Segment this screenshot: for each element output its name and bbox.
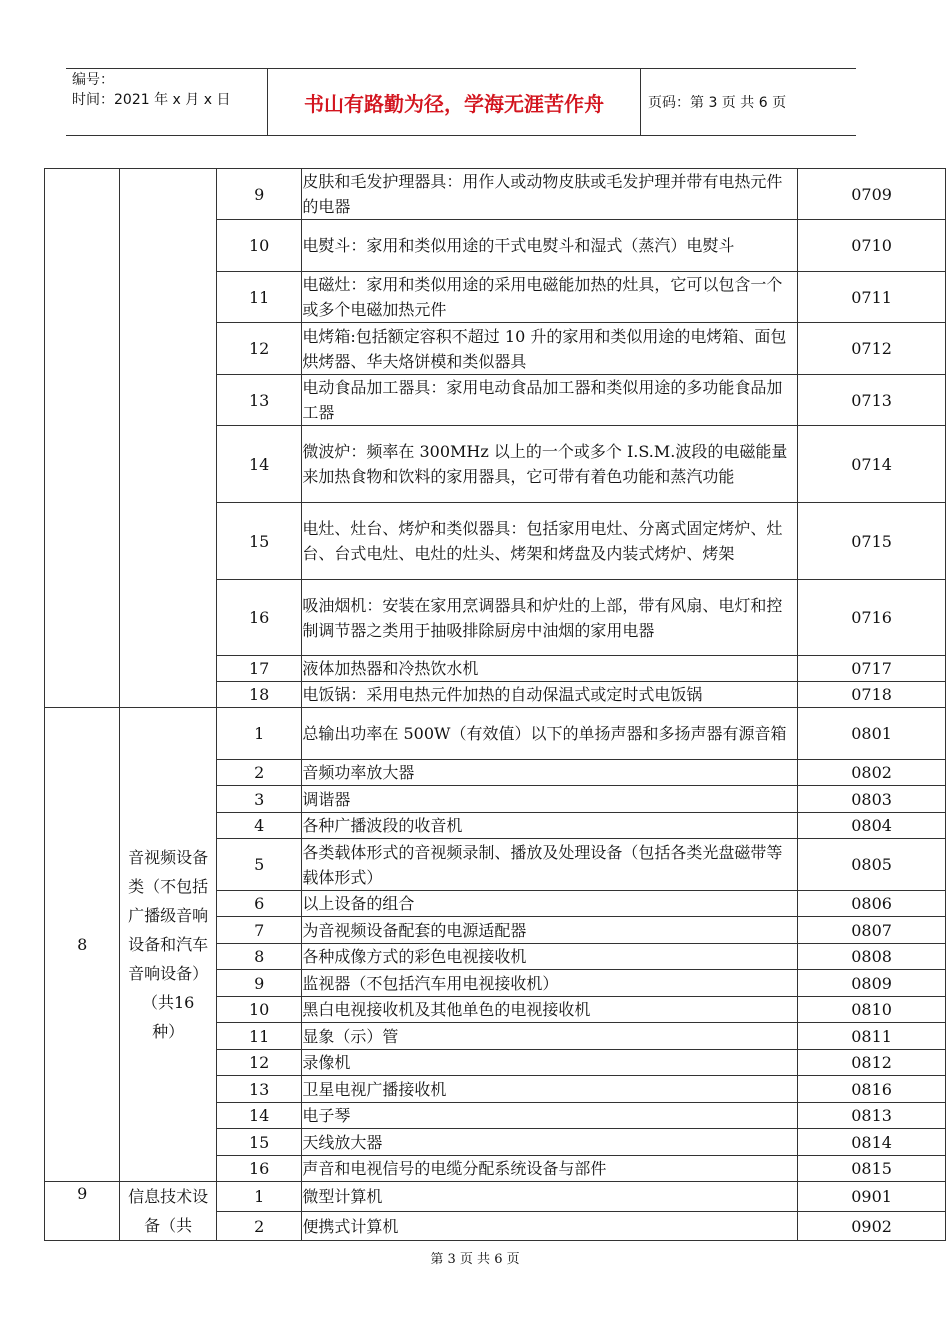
item-description: 黑白电视接收机及其他单色的电视接收机 bbox=[302, 997, 798, 1023]
item-code: 0810 bbox=[798, 997, 946, 1023]
item-description: 调谐器 bbox=[302, 786, 798, 813]
doc-number-label: 编号： bbox=[72, 72, 114, 88]
item-description: 音频功率放大器 bbox=[302, 760, 798, 786]
item-description: 电烤箱:包括额定容积不超过 10 升的家用和类似用途的电烤箱、面包烘烤器、华夫烙饼模和类似器具 bbox=[302, 323, 798, 375]
item-description: 显象（示）管 bbox=[302, 1023, 798, 1050]
header-divider-right bbox=[640, 68, 641, 136]
item-description: 电磁灶：家用和类似用途的采用电磁能加热的灶具，它可以包含一个或多个电磁加热元件 bbox=[302, 272, 798, 323]
item-number: 9 bbox=[216, 169, 301, 220]
item-number: 10 bbox=[216, 997, 301, 1023]
item-number: 11 bbox=[216, 272, 301, 323]
cat9-label-cell bbox=[120, 1182, 217, 1241]
header-motto: 书山有路勤为径，学海无涯苦作舟 bbox=[304, 92, 604, 116]
item-number: 1 bbox=[216, 708, 301, 760]
item-code: 0712 bbox=[798, 323, 946, 375]
item-number: 8 bbox=[216, 944, 301, 970]
table-row bbox=[45, 708, 946, 760]
item-description: 便携式计算机 bbox=[302, 1212, 798, 1241]
item-number: 2 bbox=[216, 760, 301, 786]
item-number: 11 bbox=[216, 1023, 301, 1050]
item-code: 0808 bbox=[798, 944, 946, 970]
item-code: 0807 bbox=[798, 917, 946, 944]
item-description: 录像机 bbox=[302, 1050, 798, 1076]
item-number: 3 bbox=[216, 786, 301, 813]
item-code: 0812 bbox=[798, 1050, 946, 1076]
header-meta bbox=[72, 70, 230, 110]
item-number: 16 bbox=[216, 1156, 301, 1182]
item-description: 电灶、灶台、烤炉和类似器具：包括家用电灶、分离式固定烤炉、灶台、台式电灶、电灶的灶头、烤架和烤盘及内装式烤炉、烤架 bbox=[302, 503, 798, 580]
cat7-number-cell bbox=[45, 169, 120, 708]
item-description: 微型计算机 bbox=[302, 1182, 798, 1212]
item-number: 10 bbox=[216, 220, 301, 272]
item-number: 1 bbox=[216, 1182, 301, 1212]
item-code: 0710 bbox=[798, 220, 946, 272]
item-description: 各种广播波段的收音机 bbox=[302, 813, 798, 839]
item-code: 0806 bbox=[798, 891, 946, 917]
item-code: 0901 bbox=[798, 1182, 946, 1212]
item-code: 0902 bbox=[798, 1212, 946, 1241]
item-number: 16 bbox=[216, 580, 301, 656]
item-code: 0718 bbox=[798, 682, 946, 708]
item-code: 0713 bbox=[798, 375, 946, 426]
page-footer: 第 3 页 共 6 页 bbox=[430, 1252, 520, 1267]
item-code: 0804 bbox=[798, 813, 946, 839]
item-description: 天线放大器 bbox=[302, 1129, 798, 1156]
item-number: 2 bbox=[216, 1212, 301, 1241]
item-code: 0716 bbox=[798, 580, 946, 656]
item-description: 卫星电视广播接收机 bbox=[302, 1076, 798, 1103]
item-description: 吸油烟机：安装在家用烹调器具和炉灶的上部，带有风扇、电灯和控制调节器之类用于抽吸排除厨房中油烟的家用电器 bbox=[302, 580, 798, 656]
cat8-label: 音视频设备类（不包括广播级音响设备和汽车音响设备）（共16 种） bbox=[128, 848, 209, 1041]
item-description: 电熨斗：家用和类似用途的干式电熨斗和湿式（蒸汽）电熨斗 bbox=[302, 220, 798, 272]
item-number: 9 bbox=[216, 970, 301, 997]
item-code: 0802 bbox=[798, 760, 946, 786]
cat8-number: 8 bbox=[45, 708, 120, 1182]
item-number: 12 bbox=[216, 1050, 301, 1076]
cat9-number: 9 bbox=[45, 1182, 120, 1241]
item-number: 14 bbox=[216, 426, 301, 503]
item-description: 各种成像方式的彩色电视接收机 bbox=[302, 944, 798, 970]
item-code: 0714 bbox=[798, 426, 946, 503]
item-code: 0815 bbox=[798, 1156, 946, 1182]
item-number: 14 bbox=[216, 1103, 301, 1129]
table-row bbox=[45, 1182, 946, 1212]
item-number: 17 bbox=[216, 656, 301, 682]
cat8-label-cell bbox=[120, 708, 217, 1182]
item-code: 0811 bbox=[798, 1023, 946, 1050]
item-code: 0717 bbox=[798, 656, 946, 682]
item-description: 皮肤和毛发护理器具：用作人或动物皮肤或毛发护理并带有电热元件的电器 bbox=[302, 169, 798, 220]
item-code: 0814 bbox=[798, 1129, 946, 1156]
item-description: 为音视频设备配套的电源适配器 bbox=[302, 917, 798, 944]
item-code: 0803 bbox=[798, 786, 946, 813]
header-bottom-rule bbox=[66, 135, 856, 136]
item-number: 4 bbox=[216, 813, 301, 839]
item-description: 电饭锅：采用电热元件加热的自动保温式或定时式电饭锅 bbox=[302, 682, 798, 708]
item-number: 6 bbox=[216, 891, 301, 917]
item-code: 0715 bbox=[798, 503, 946, 580]
header-top-rule bbox=[66, 68, 856, 69]
item-number: 12 bbox=[216, 323, 301, 375]
product-catalog-table bbox=[44, 168, 946, 1241]
item-code: 0816 bbox=[798, 1076, 946, 1103]
item-number: 15 bbox=[216, 1129, 301, 1156]
item-description: 声音和电视信号的电缆分配系统设备与部件 bbox=[302, 1156, 798, 1182]
item-code: 0711 bbox=[798, 272, 946, 323]
doc-time-label: 时间：2021 年 x 月 x 日 bbox=[72, 92, 231, 108]
item-description: 电子琴 bbox=[302, 1103, 798, 1129]
item-description: 总输出功率在 500W（有效值）以下的单扬声器和多扬声器有源音箱 bbox=[302, 708, 798, 760]
item-description: 各类载体形式的音视频录制、播放及处理设备（包括各类光盘磁带等载体形式） bbox=[302, 839, 798, 891]
item-description: 监视器（不包括汽车用电视接收机） bbox=[302, 970, 798, 997]
item-description: 电动食品加工器具：家用电动食品加工器和类似用途的多功能食品加工器 bbox=[302, 375, 798, 426]
item-number: 15 bbox=[216, 503, 301, 580]
item-number: 7 bbox=[216, 917, 301, 944]
item-description: 微波炉：频率在 300MHz 以上的一个或多个 I.S.M.波段的电磁能量来加热食物和饮料的家用器具，它可带有着色功能和蒸汽功能 bbox=[302, 426, 798, 503]
item-description: 液体加热器和冷热饮水机 bbox=[302, 656, 798, 682]
item-number: 13 bbox=[216, 1076, 301, 1103]
table-row bbox=[45, 169, 946, 220]
item-number: 18 bbox=[216, 682, 301, 708]
item-number: 13 bbox=[216, 375, 301, 426]
item-code: 0805 bbox=[798, 839, 946, 891]
cat7-label-cell bbox=[120, 169, 217, 708]
item-code: 0801 bbox=[798, 708, 946, 760]
item-number: 5 bbox=[216, 839, 301, 891]
item-code: 0709 bbox=[798, 169, 946, 220]
item-code: 0813 bbox=[798, 1103, 946, 1129]
item-code: 0809 bbox=[798, 970, 946, 997]
cat9-label: 信息技术设备（共 bbox=[128, 1187, 209, 1235]
header-page-label: 页码：第 3 页 共 6 页 bbox=[648, 95, 787, 111]
item-description: 以上设备的组合 bbox=[302, 891, 798, 917]
